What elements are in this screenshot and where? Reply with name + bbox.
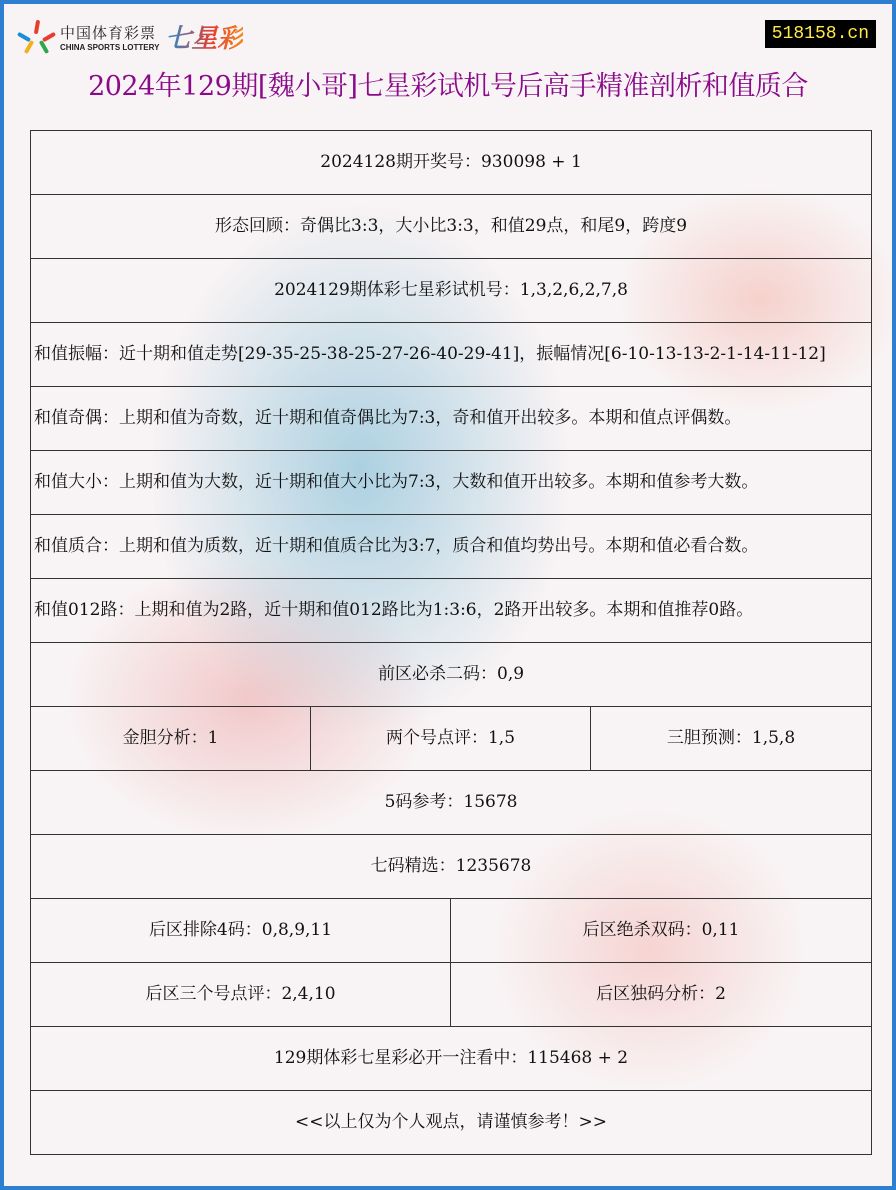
back-kill: 后区绝杀双码：0,11 bbox=[451, 899, 872, 963]
test-numbers: 2024129期体彩七星彩试机号：1,3,2,6,2,7,8 bbox=[31, 259, 872, 323]
sum-big-small: 和值大小：上期和值为大数，近十期和值大小比为7:3，大数和值开出较多。本期和值参考大数。 bbox=[31, 451, 872, 515]
gold-analysis: 金胆分析：1 bbox=[31, 707, 311, 771]
five-code: 5码参考：15678 bbox=[31, 771, 872, 835]
sum-012-route: 和值012路：上期和值为2路，近十期和值012路比为1:3:6，2路开出较多。本期和值推荐0路。 bbox=[31, 579, 872, 643]
site-badge[interactable]: 518158.cn bbox=[765, 20, 876, 48]
back-single: 后区独码分析：2 bbox=[451, 963, 872, 1027]
disclaimer: <<以上仅为个人观点，请谨慎参考！>> bbox=[31, 1091, 872, 1155]
sum-odd-even: 和值奇偶：上期和值为奇数，近十期和值奇偶比为7:3，奇和值开出较多。本期和值点评偶数。 bbox=[31, 387, 872, 451]
china-sports-lottery-logo bbox=[20, 18, 243, 55]
last-draw: 2024128期开奖号：930098 + 1 bbox=[31, 131, 872, 195]
three-prediction: 三胆预测：1,5,8 bbox=[591, 707, 872, 771]
logo-brand: 七星彩 bbox=[165, 18, 243, 55]
page-title: 2024年129期[魏小哥]七星彩试机号后高手精准剖析和值质合 bbox=[88, 71, 808, 102]
sum-prime-composite: 和值质合：上期和值为质数，近十期和值质合比为3:7，质合和值均势出号。本期和值必看合数。 bbox=[31, 515, 872, 579]
back-exclude: 后区排除4码：0,8,9,11 bbox=[31, 899, 451, 963]
analysis-table bbox=[30, 130, 872, 1155]
seven-code: 七码精选：1235678 bbox=[31, 835, 872, 899]
two-number-review: 两个号点评：1,5 bbox=[311, 707, 591, 771]
pattern-review: 形态回顾：奇偶比3:3，大小比3:3，和值29点，和尾9，跨度9 bbox=[31, 195, 872, 259]
front-kill: 前区必杀二码：0,9 bbox=[31, 643, 872, 707]
back-three: 后区三个号点评：2,4,10 bbox=[31, 963, 451, 1027]
logo-en: CHINA SPORTS LOTTERY bbox=[60, 42, 160, 52]
logo-cn: 中国体育彩票 bbox=[60, 23, 157, 42]
sum-amplitude: 和值振幅：近十期和值走势[29-35-25-38-25-27-26-40-29-41]，振幅情况[6-10-13-13-2-1-14-11-12] bbox=[31, 323, 872, 387]
lottery-star-icon bbox=[20, 20, 54, 54]
must-hit: 129期体彩七星彩必开一注看中：115468 + 2 bbox=[31, 1027, 872, 1091]
